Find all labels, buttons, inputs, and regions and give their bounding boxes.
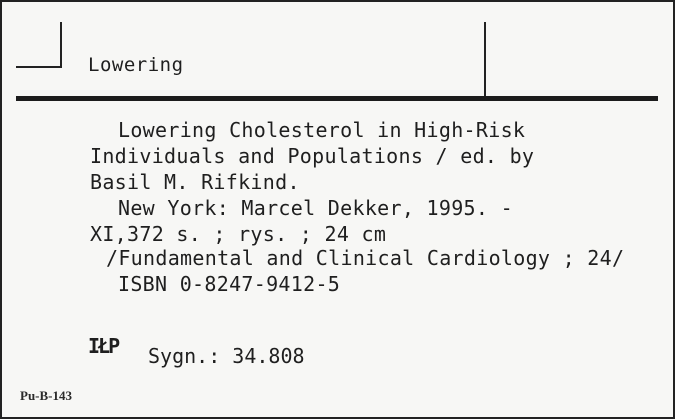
title-line-2: Individuals and Populations / ed. by	[90, 144, 535, 168]
corner-mark-horizontal	[16, 66, 62, 68]
card-footer-id: Pu-B-143	[20, 388, 72, 403]
subject-heading: Lowering	[88, 54, 184, 76]
author-line: Basil M. Rifkind.	[90, 170, 300, 194]
heading-divider-horizontal	[16, 96, 658, 101]
shelf-signature: Sygn.: 34.808	[148, 344, 305, 368]
series-line: /Fundamental and Clinical Cardiology ; 24/	[106, 246, 625, 270]
heading-divider-vertical	[484, 22, 486, 100]
title-line-1: Lowering Cholesterol in High-Risk	[118, 118, 526, 142]
isbn-line: ISBN 0-8247-9412-5	[118, 272, 341, 296]
corner-mark-vertical	[60, 22, 62, 68]
library-code: IŁP	[88, 334, 119, 358]
publication-line: New York: Marcel Dekker, 1995. -	[118, 196, 513, 220]
physical-description-line: XI,372 s. ; rys. ; 24 cm	[90, 222, 387, 246]
